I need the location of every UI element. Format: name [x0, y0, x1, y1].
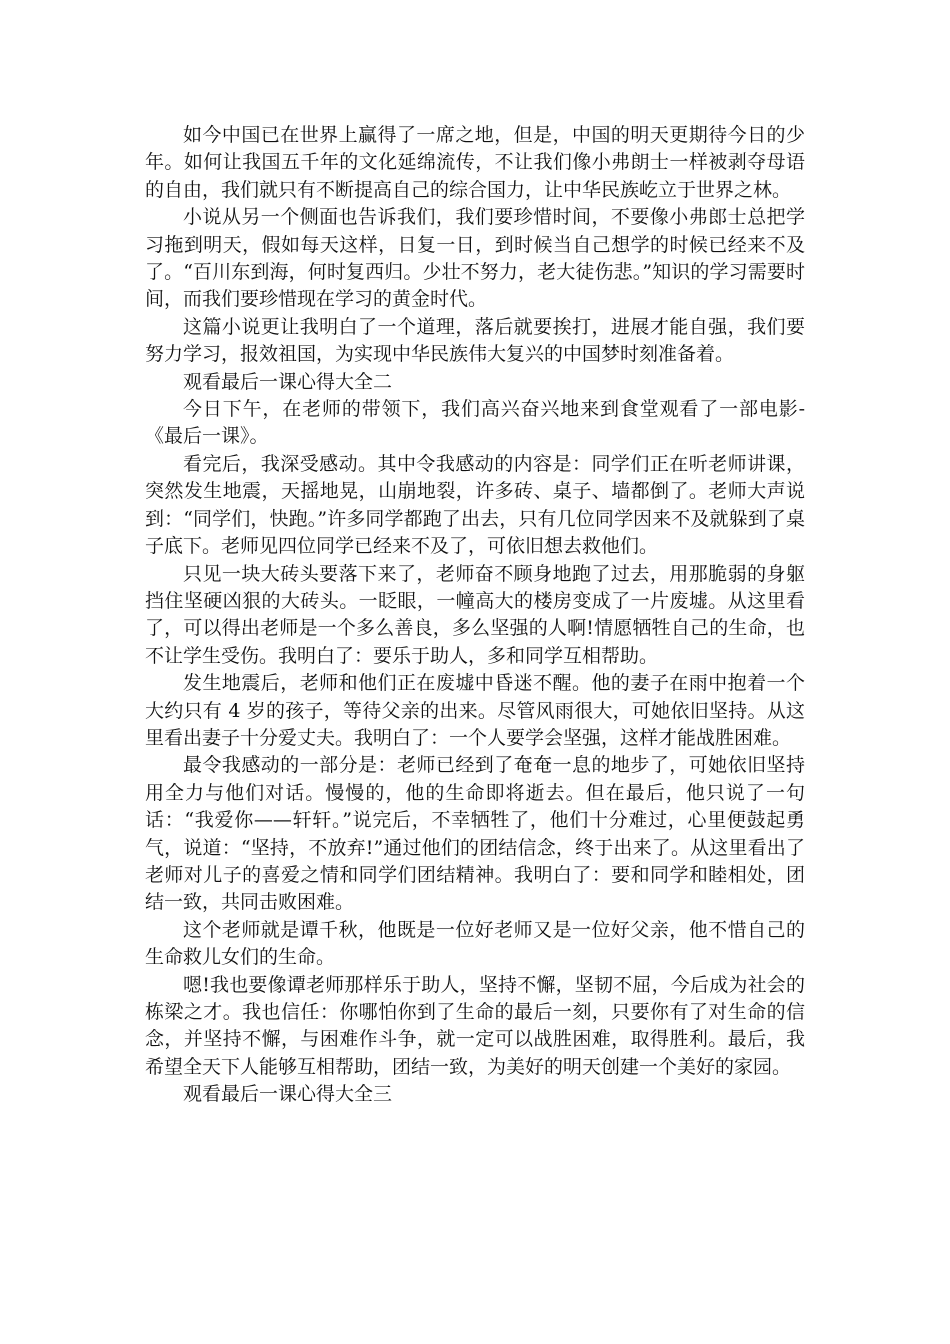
document-body: [145, 122, 805, 1109]
paragraph-2: 小说从另一个侧面也告诉我们，我们要珍惜时间，不要像小弗郎士总把学习拖到明天，假如每天这样，日复一日，到时候当自己想学的时候已经来不及了。“百川东到海，何时复西归。少壮不努力，老大徒伤悲。”知识的学习需要时间，而我们要珍惜现在学习的黄金时代。: [145, 206, 805, 311]
paragraph-5: 今日下午，在老师的带领下，我们高兴奋兴地来到食堂观看了一部电影-《最后一课》。: [145, 398, 805, 448]
paragraph-10: 这个老师就是谭千秋，他既是一位好老师又是一位好父亲，他不惜自己的生命救儿女们的生命。: [145, 918, 805, 969]
paragraph-7: 只见一块大砖头要落下来了，老师奋不顾身地跑了过去，用那脆弱的身躯挡住坚硬凶狠的大砖头。一眨眼，一幢高大的楼房变成了一片废墟。从这里看了，可以得出老师是一个多么善良，多么坚强的人啊!情愿牺牲自己的生命，也不让学生受伤。我明白了：要乐于助人，多和同学互相帮助。: [145, 562, 805, 667]
paragraph-8: 发生地震后，老师和他们正在废墟中昏迷不醒。他的妻子在雨中抱着一个大约只有 4 岁的孩子，等待父亲的出来。尽管风雨很大，可她依旧坚持。从这里看出妻子十分爱丈夫。我明白了：一个人要学会坚强，这样才能战胜困难。: [145, 672, 805, 749]
section-heading-3: 观看最后一课心得大全三: [183, 1083, 393, 1106]
paragraph-6: 看完后，我深受感动。其中令我感动的内容是：同学们正在听老师讲课，突然发生地震，天摇地晃，山崩地裂，许多砖、桌子、墙都倒了。老师大声说到：“同学们，快跑。”许多同学都跑了出去，只有几位同学因来不及就躲到了桌子底下。老师见四位同学已经来不及了，可依旧想去救他们。: [145, 452, 805, 558]
paragraph-3: 这篇小说更让我明白了一个道理，落后就要挨打，进展才能自强，我们要努力学习，报效祖国，为实现中华民族伟大复兴的中国梦时刻准备着。: [145, 315, 805, 366]
section-heading-2: 观看最后一课心得大全二: [183, 370, 393, 393]
paragraph-11: 嗯!我也要像谭老师那样乐于助人，坚持不懈，坚韧不屈，今后成为社会的栋梁之才。我也信任：你哪怕你到了生命的最后一刻，只要你有了对生命的信念，并坚持不懈，与困难作斗争，就一定可以战胜困难，取得胜利。最后，我希望全天下人能够互相帮助，团结一致，为美好的明天创建一个美好的家园。: [145, 973, 805, 1078]
paragraph-9: 最令我感动的一部分是：老师已经到了奄奄一息的地步了，可她依旧坚持用全力与他们对话。慢慢的，他的生命即将逝去。但在最后，他只说了一句话：“我爱你——轩轩。”说完后，不幸牺牲了，他们十分难过，心里便鼓起勇气，说道：“坚持，不放弃!”通过他们的团结信念，终于出来了。从这里看出了老师对儿子的喜爱之情和同学们团结精神。我明白了：要和同学和睦相处，团结一致，共同击败困难。: [145, 754, 805, 914]
paragraph-1: 如今中国已在世界上赢得了一席之地，但是，中国的明天更期待今日的少年。如何让我国五千年的文化延绵流传，不让我们像小弗朗士一样被剥夺母语的自由，我们就只有不断提高自己的综合国力，让中华民族屹立于世界之林。: [145, 124, 805, 201]
